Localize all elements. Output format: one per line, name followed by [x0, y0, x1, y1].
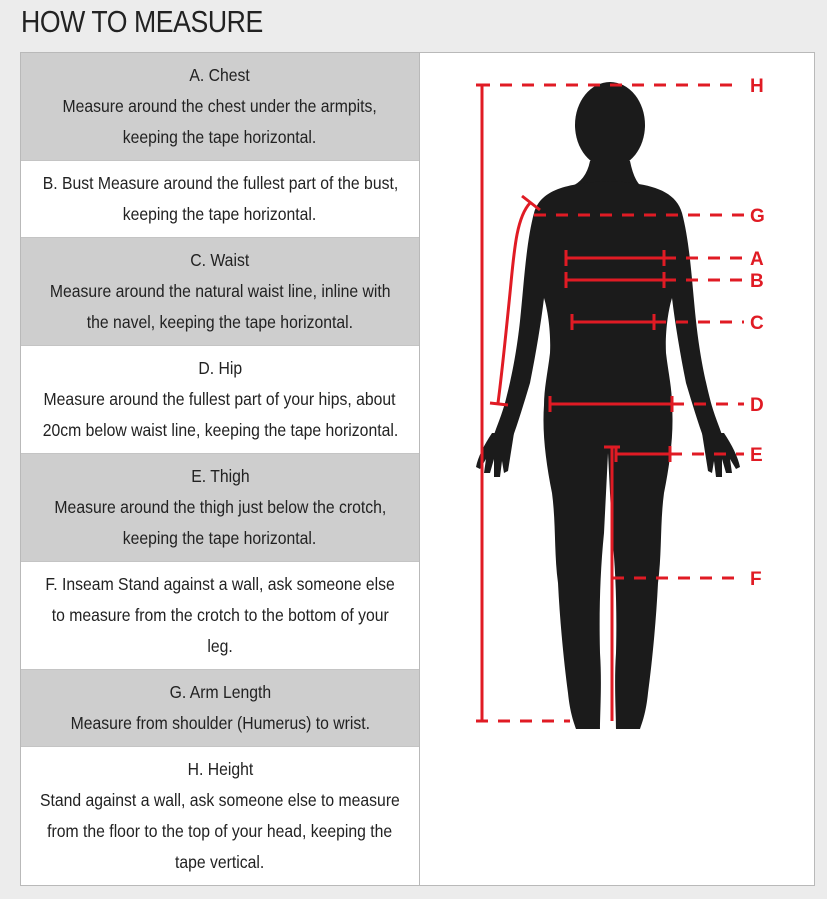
row-chest — [21, 53, 419, 161]
label-g: G — [750, 206, 765, 227]
label-c: C — [750, 313, 764, 334]
row-waist — [21, 238, 419, 346]
row-chest-title: A. Chest — [189, 65, 251, 85]
row-thigh-text: Measure around the thigh just below the crotch, — [54, 497, 386, 517]
label-d: D — [750, 395, 764, 416]
row-waist-text: the navel, keeping the tape horizontal. — [86, 312, 354, 332]
row-bust — [21, 161, 419, 238]
row-hip — [21, 346, 419, 454]
row-arm-text: Measure from shoulder (Humerus) to wrist. — [70, 713, 370, 733]
row-bust-text: keeping the tape horizontal. — [123, 204, 317, 224]
body-measurement-diagram — [420, 53, 816, 885]
row-hip-text: 20cm below waist line, keeping the tape horizontal. — [42, 420, 398, 440]
row-arm-length — [21, 670, 419, 747]
row-thigh-text: keeping the tape horizontal. — [123, 528, 317, 548]
row-waist-title: C. Waist — [190, 250, 250, 270]
row-chest-text: keeping the tape horizontal. — [123, 127, 317, 147]
row-height-text: tape vertical. — [175, 852, 265, 872]
row-inseam-text: to measure from the crotch to the bottom of your — [51, 605, 389, 625]
row-chest-text: Measure around the chest under the armpits, — [62, 96, 378, 116]
row-height-text: from the floor to the top of your head, keeping the — [47, 821, 393, 841]
row-thigh — [21, 454, 419, 562]
row-bust-text: B. Bust Measure around the fullest part of the bust, — [42, 173, 398, 193]
row-height-title: H. Height — [187, 759, 253, 779]
row-arm-title: G. Arm Length — [169, 682, 271, 702]
label-b: B — [750, 271, 764, 292]
measurement-table — [21, 53, 420, 885]
label-e: E — [750, 445, 763, 466]
label-f: F — [750, 569, 762, 590]
row-height-text: Stand against a wall, ask someone else to measure — [40, 790, 400, 810]
label-a: A — [750, 249, 764, 270]
measure-guide — [20, 52, 815, 886]
row-inseam-text: leg. — [207, 636, 233, 656]
label-h: H — [750, 76, 764, 97]
row-inseam-text: F. Inseam Stand against a wall, ask someone else — [45, 574, 395, 594]
row-hip-text: Measure around the fullest part of your hips, about — [44, 389, 396, 409]
row-waist-text: Measure around the natural waist line, inline with — [49, 281, 391, 301]
row-thigh-title: E. Thigh — [190, 466, 250, 486]
body-figure-panel — [420, 53, 814, 885]
page-title: HOW TO MEASURE — [21, 4, 263, 39]
row-hip-title: D. Hip — [198, 358, 242, 378]
row-height — [21, 747, 419, 885]
row-inseam — [21, 562, 419, 670]
